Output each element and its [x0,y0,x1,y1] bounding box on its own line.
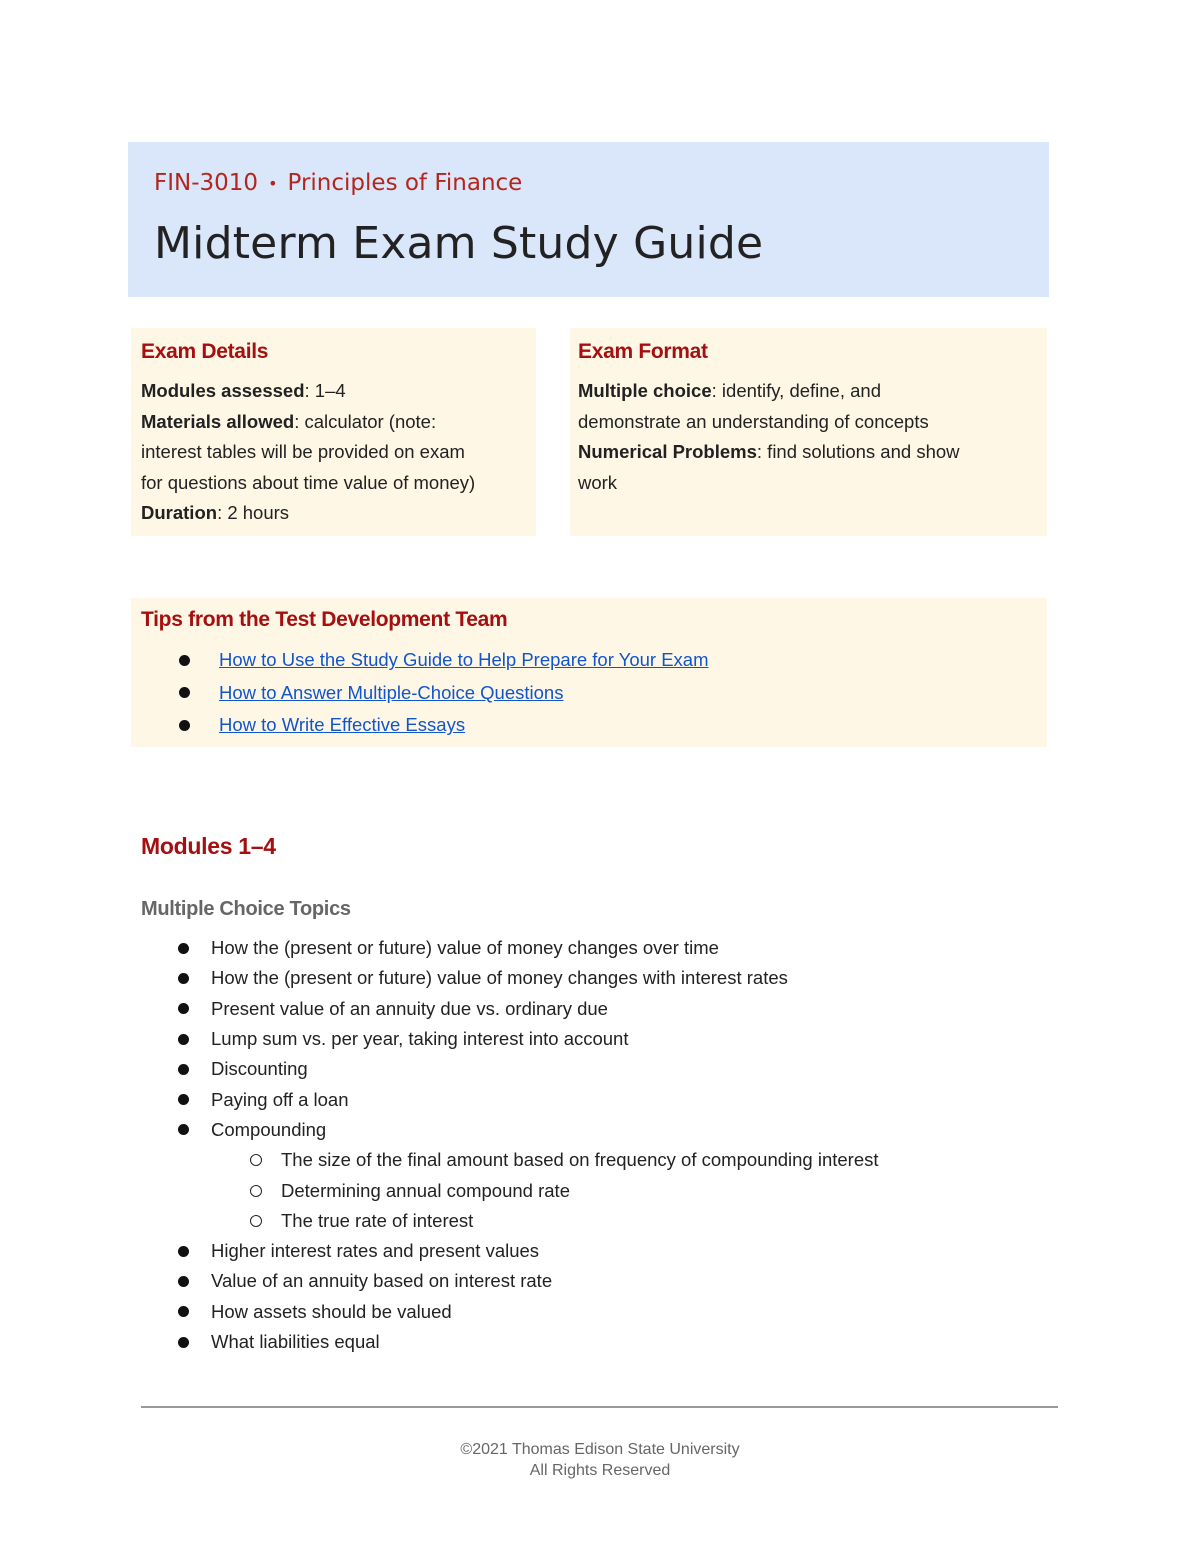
modules-assessed-label: Modules assessed [141,380,305,401]
list-item [0,1115,879,1145]
multiple-choice-cont: demonstrate an understanding of concepts [578,410,929,432]
rights-text: All Rights Reserved [529,1462,671,1479]
topic-text: Higher interest rates and present values [211,1240,540,1262]
page-footer [0,1439,1200,1481]
topic-text: The size of the final amount based on frequency of compounding interest [281,1149,879,1171]
bullet-icon [178,1094,189,1105]
numerical-problems-label: Numerical Problems [578,441,757,462]
list-item [0,1054,879,1084]
modules-assessed-value: : 1–4 [304,380,346,401]
materials-allowed-line [141,407,526,438]
materials-allowed-label: Materials allowed [141,410,295,432]
tips-box [131,598,1047,747]
multiple-choice-link[interactable]: How to Answer Multiple-Choice Questions [219,681,564,703]
list-item [0,1236,879,1266]
topic-text: Determining annual compound rate [281,1179,570,1201]
effective-essays-link[interactable]: How to Write Effective Essays [219,714,466,736]
bullet-icon [178,1337,189,1348]
list-item [141,677,1037,710]
topic-text: Present value of an annuity due vs. ordinary due [211,997,608,1019]
topic-text: Value of an annuity based on interest rate [211,1270,553,1292]
topic-text: How the (present or future) value of money changes with interest rates [211,967,788,989]
list-item [0,963,879,993]
materials-allowed-cont-2: for questions about time value of money) [141,471,476,493]
list-item [0,1297,879,1327]
course-name: Principles of Finance [287,170,523,196]
numerical-problems-cont: work [578,471,618,493]
multiple-choice-label: Multiple choice [578,380,712,401]
exam-details-heading: Exam Details [141,340,269,363]
list-item [0,1084,879,1114]
hollow-bullet-icon [250,1185,262,1197]
list-item [0,1327,879,1357]
topic-text: Lump sum vs. per year, taking interest into account [211,1028,629,1050]
exam-format-heading: Exam Format [578,340,708,363]
duration-label: Duration [141,502,218,523]
topics-list [0,933,879,1357]
numerical-problems-line [578,437,1039,468]
bullet-icon [178,1246,189,1257]
tips-link-list [141,644,1037,742]
bullet-icon [178,1306,189,1317]
materials-allowed-cont-1: interest tables will be provided on exam [141,441,465,462]
footer-divider [141,1406,1058,1408]
list-item [0,994,879,1024]
list-item [141,644,1037,677]
bullet-icon [178,943,189,954]
sub-list-item [0,1175,879,1205]
hollow-bullet-icon [250,1154,262,1166]
topic-text: How the (present or future) value of money changes over time [211,937,719,959]
topic-text: Discounting [211,1058,308,1080]
multiple-choice-value: : identify, define, and [711,380,881,401]
bullet-icon [179,655,190,666]
topic-text: How assets should be valued [211,1300,452,1322]
bullet-icon [178,1124,189,1135]
topic-text: Compounding [211,1118,327,1140]
list-item [0,933,879,963]
multiple-choice-topics-heading: Multiple Choice Topics [141,898,351,920]
numerical-problems-value: : find solutions and show [756,441,960,462]
page-header [128,142,1049,297]
tips-heading: Tips from the Test Development Team [141,608,508,631]
topic-text: Paying off a loan [211,1088,349,1110]
bullet-icon [179,687,190,698]
course-separator: • [268,173,278,193]
duration-line [141,498,526,529]
modules-assessed-line [141,376,526,407]
exam-format-box [570,328,1047,536]
sub-list-item [0,1206,879,1236]
course-code: FIN-3010 [154,170,259,196]
study-guide-link[interactable]: How to Use the Study Guide to Help Prepare for Your Exam [219,649,709,671]
bullet-icon [178,1064,189,1075]
bullet-icon [178,1003,189,1014]
copyright-text: ©2021 Thomas Edison State University [460,1441,740,1458]
bullet-icon [178,973,189,984]
bullet-icon [178,1276,189,1287]
bullet-icon [179,720,190,731]
course-line [154,170,1023,196]
list-item [0,1266,879,1296]
materials-allowed-value: : calculator (note: [294,410,437,432]
bullet-icon [178,1034,189,1045]
exam-details-box [131,328,536,536]
page-title: Midterm Exam Study Guide [154,218,764,269]
topic-text: What liabilities equal [211,1331,380,1352]
modules-heading: Modules 1–4 [141,833,276,859]
multiple-choice-line [578,376,1039,407]
hollow-bullet-icon [250,1215,262,1227]
sub-list-item [0,1145,879,1175]
topic-text: The true rate of interest [281,1209,474,1231]
duration-value: : 2 hours [217,502,290,523]
list-item [0,1024,879,1054]
list-item [141,709,1037,742]
